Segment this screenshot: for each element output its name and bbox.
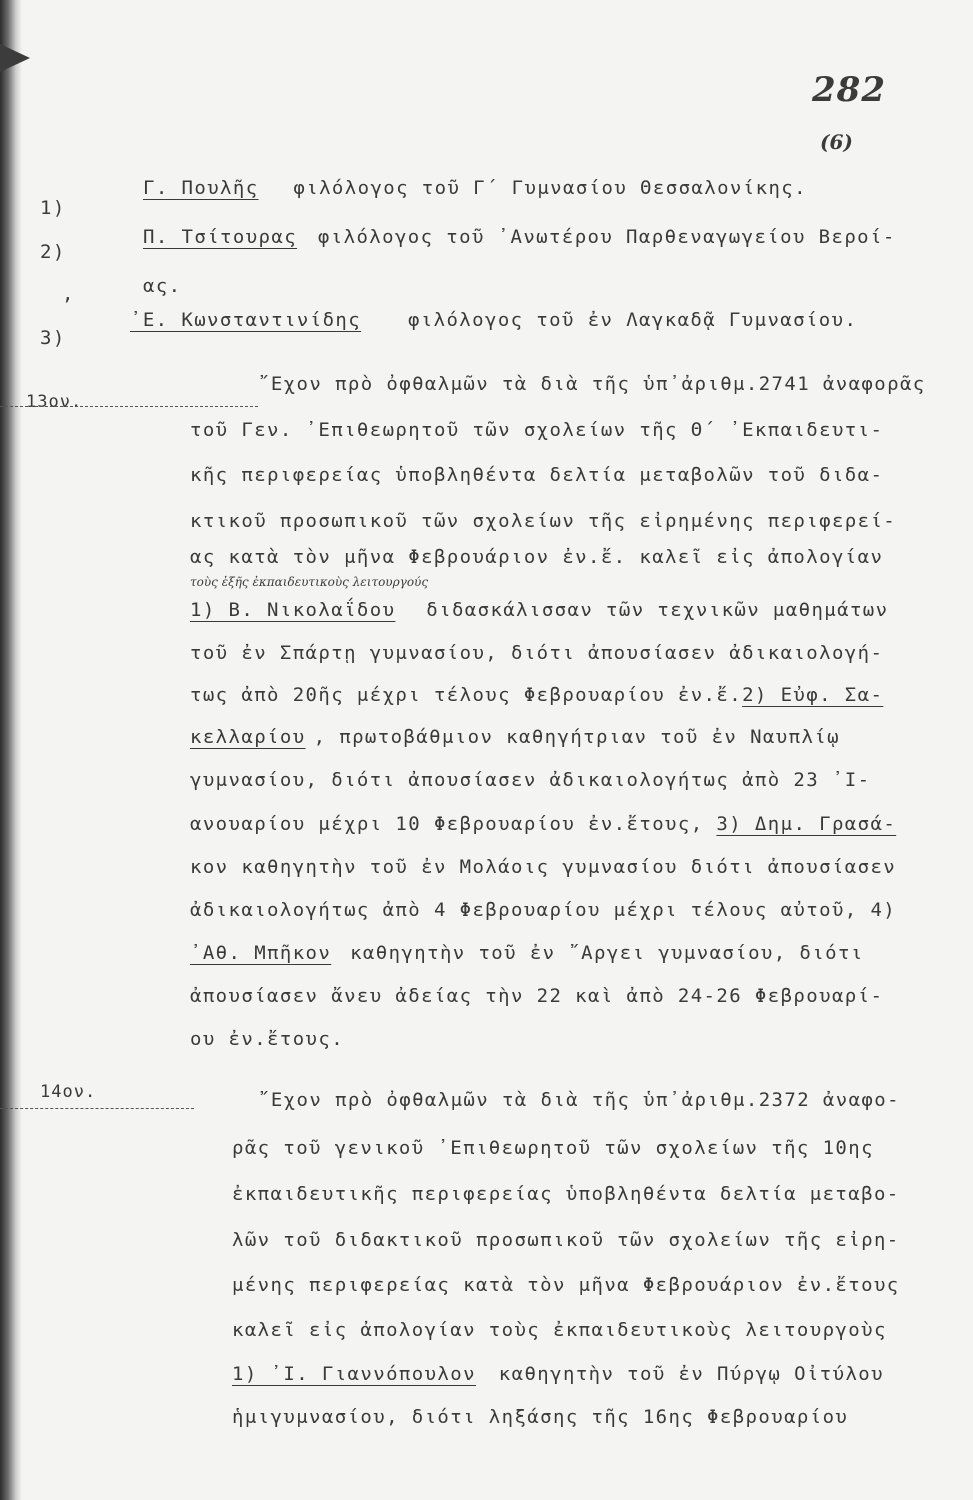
teacher-name-2: 2) Εὐφ. Σα- [742,684,884,706]
teacher-name-2-cont: κελλαρίου [190,726,306,748]
list-item-3 [130,308,857,332]
sec14-line-7: 1) ᾿Ι. Γιαννόπουλον καθηγητὴν τοῦ ἐν Πύργῳ Οἰτύλου [232,1363,884,1385]
member-name: ᾿Ε. Κωνσταντινίδης [130,309,362,331]
member-role: φιλόλογος τοῦ Γ΄ Γυμνασίου Θεσσαλονίκης. [293,177,807,199]
sec13-line-2: τοῦ Γεν. ᾿Επιθεωρητοῦ τῶν σχολείων τῆς Θ΄ ᾿Εκπαιδευτι- [190,419,884,441]
sec14-line-2: ρᾶς τοῦ γενικοῦ ᾿Επιθεωρητοῦ τῶν σχολείων τῆς 10ης [232,1137,874,1159]
sec13-line-6: 1) Β. Νικολαΐδου διδασκάλισσαν τῶν τεχνικῶν μαθημάτων [190,599,889,621]
member-role: φιλόλογος τοῦ ᾿Ανωτέρου Παρθεναγωγείου Βεροί- [317,226,896,248]
handwritten-insertion: τοὺς ἑξῆς ἐκπαιδευτικοὺς λειτουργούς [190,575,429,589]
section-13-rule [0,406,258,407]
page-binding-edge [0,0,22,1500]
teacher-name-4: ᾿Αθ. Μπῆκον [190,942,332,964]
sec13-line-4: κτικοῦ προσωπικοῦ τῶν σχολείων τῆς εἰρημένης περιφερεί- [190,510,897,532]
page-subnumber: (6) [820,130,853,154]
sec13-line-12: κον καθηγητὴν τοῦ ἐν Μολάοις γυμνασίου διότι ἀπουσίασεν [190,856,897,878]
teacher-name-5: 1) ᾿Ι. Γιαννόπουλον [232,1363,476,1385]
list-num-3: 3) [40,327,66,349]
sec13-line-7: τοῦ ἐν Σπάρτῃ γυμνασίου, διότι ἀπουσίασεν ἀδικαιολογή- [190,642,884,664]
section-14-label: 14ον. [40,1082,97,1102]
sec14-line-1: ῎Εχον πρὸ ὀφθαλμῶν τὰ διὰ τῆς ὑπ᾿ἀριθμ.2372 ἀναφο- [258,1089,900,1111]
teacher-name-1: 1) Β. Νικολαΐδου [190,599,396,621]
section-14-rule [0,1108,194,1109]
sec13-line-8: τως ἀπὸ 20ῆς μέχρι τέλους Φεβρουαρίου ἐν.ἔ.2) Εὐφ. Σα- [190,684,884,706]
sec14-line-5: μένης περιφερείας κατὰ τὸν μῆνα Φεβρουάριον ἐν.ἔτους [232,1274,900,1296]
sec14-line-6: καλεῖ εἰς ἀπολογίαν τοὺς ἐκπαιδευτικοὺς λειτουργοὺς [232,1319,887,1341]
sec13-line-10: γυμνασίου, διότι ἀπουσίασεν ἀδικαιολογήτως ἀπὸ 23 ᾿Ι- [190,769,871,791]
list-num-2: 2) [40,241,66,263]
list-num-1: 1) [40,197,66,219]
sec13-line-3: κῆς περιφερείας ὑποβληθέντα δελτία μεταβολῶν τοῦ διδα- [190,464,884,486]
sec13-line-1: ῎Εχον πρὸ ὀφθαλμῶν τὰ διὰ τῆς ὑπ᾿ἀριθμ.2741 ἀναφορᾶς [258,373,926,395]
list-num-comma: , [62,283,75,305]
member-name: Π. Τσίτουρας [143,226,298,248]
sec14-line-8: ἡμιγυμνασίου, διότι ληξάσης τῆς 16ης Φεβρουαρίου [232,1406,849,1428]
list-item-2-continued: ας. [143,275,182,297]
sec14-line-4: λῶν τοῦ διδακτικοῦ προσωπικοῦ τῶν σχολείων τῆς εἰρη- [232,1229,900,1251]
sec13-line-15: ἀπουσίασεν ἄνευ ἀδείας τὴν 22 καὶ ἀπὸ 24-26 Φεβρουαρί- [190,985,884,1007]
binding-notch [0,44,30,72]
sec13-line-5: ας κατὰ τὸν μῆνα Φεβρουάριον ἐν.ἔ. καλεῖ εἰς ἀπολογίαν [190,546,884,568]
page-number: 282 [812,70,886,110]
list-item-1 [143,176,807,200]
teacher-name-3: 3) Δημ. Γρασά- [716,813,897,835]
sec14-line-3: ἐκπαιδευτικῆς περιφερείας ὑποβληθέντα δελτία μεταβο- [232,1183,900,1205]
member-role: φιλόλογος τοῦ ἐν Λαγκαδᾷ Γυμνασίου. [407,309,858,331]
member-name: Γ. Πουλῆς [143,177,259,199]
sec13-line-13: ἀδικαιολογήτως ἀπὸ 4 Φεβρουαρίου μέχρι τέλους αὐτοῦ, 4) [190,899,897,921]
list-item-2 [143,225,896,249]
sec13-line-14: ᾿Αθ. Μπῆκον καθηγητὴν τοῦ ἐν ῎Αργει γυμνασίου, διότι [190,942,864,964]
section-13-label: 13ον. [26,392,83,412]
sec13-line-9: κελλαρίου , πρωτοβάθμιον καθηγήτριαν τοῦ ἐν Ναυπλίῳ [190,726,840,748]
sec13-line-16: ου ἐν.ἔτους. [190,1028,345,1050]
sec13-line-11: ανουαρίου μέχρι 10 Φεβρουαρίου ἐν.ἔτους, 3) Δημ. Γρασά- [190,813,897,835]
